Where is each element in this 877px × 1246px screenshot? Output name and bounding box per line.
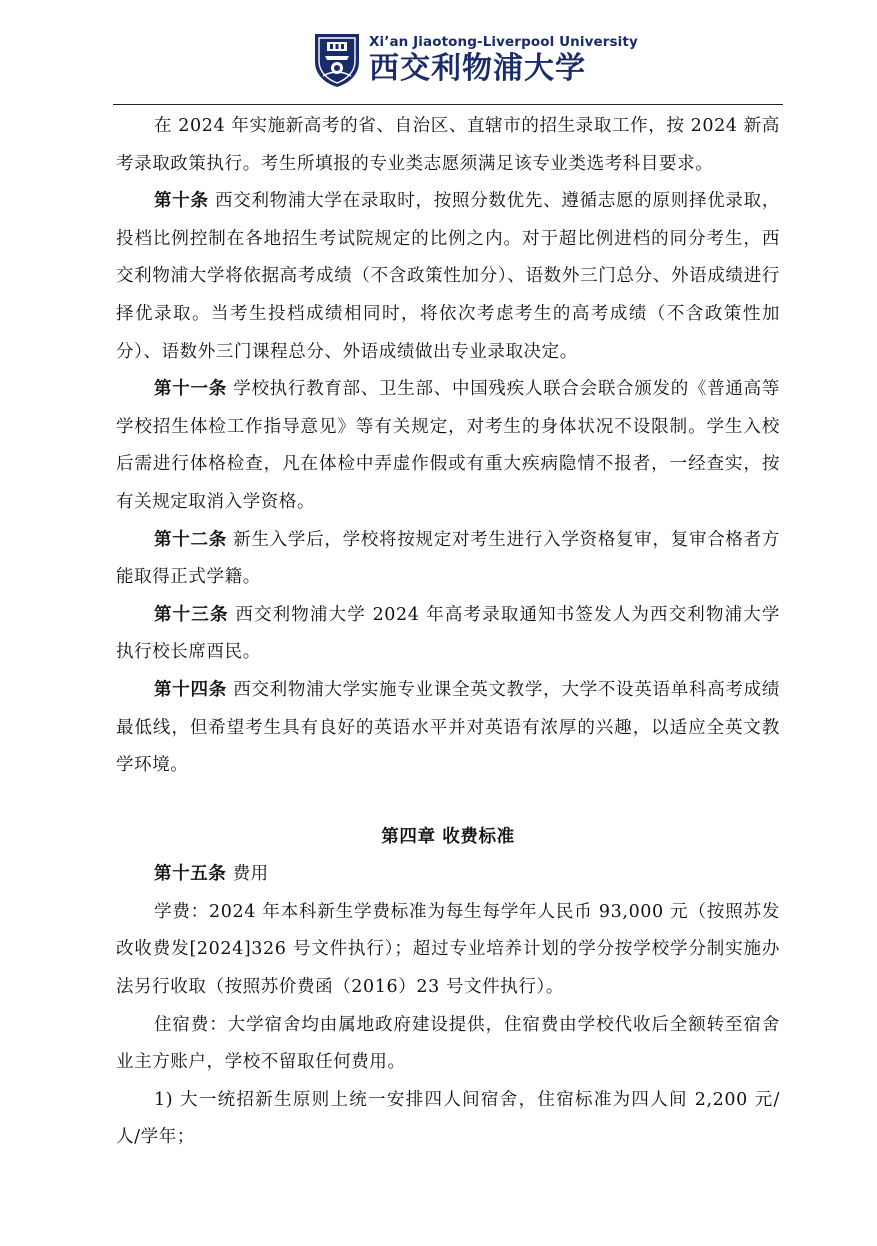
article-heading: 第十条 [154, 191, 209, 212]
paragraph [116, 672, 780, 785]
article-heading: 第十五条 [154, 864, 227, 885]
article-heading: 第十四条 [154, 679, 227, 700]
paragraph-text: 学校执行教育部、卫生部、中国残疾人联合会联合颁发的《普通高等学校招生体检工作指导意见》等有关规定，对考生的身体状况不设限制。学生入校后需进行体格检查，凡在体检中弄虚作假或有重大疾病隐情不报者，一经查实，按有关规定取消入学资格。 [116, 379, 780, 512]
paragraph-text: 1) 大一统招新生原则上统一安排四人间宿舍，住宿标准为四人间 2,200 元/人/学年； [116, 1089, 780, 1148]
university-logo [313, 32, 638, 90]
paragraph-text: 西交利物浦大学 2024 年高考录取通知书签发人为西交利物浦大学执行校长席酉民。 [116, 604, 780, 663]
paragraph-text: 在 2024 年实施新高考的省、自治区、直辖市的招生录取工作，按 2024 新高考录取政策执行。考生所填报的专业类志愿须满足该专业类选考科目要求。 [116, 116, 780, 174]
paragraph [116, 183, 780, 371]
paragraph [116, 108, 780, 183]
document-body [116, 108, 780, 1157]
chapter-title: 第四章 收费标准 [381, 826, 515, 847]
paragraph-text: 西交利物浦大学在录取时，按照分数优先、遵循志愿的原则择优录取，投档比例控制在各地招生考试院规定的比例之内。对于超比例进档的同分考生，西交利物浦大学将依据高考成绩（不含政策性加分）、语数外三门总分、外语成绩进行择优录取。当考生投档成绩相同时，将依次考虑考生的高考成绩（不含政策性加分）、语数外三门课程总分、外语成绩做出专业录取决定。 [116, 191, 780, 362]
university-name-cn: 西交利物浦大学 [369, 51, 586, 86]
paragraph-text: 学费：2024 年本科新生学费标准为每生每学年人民币 93,000 元（按照苏发改收费发[2024]326 号文件执行）；超过专业培养计划的学分按学校学分制实施办法另行收取（按照苏价费函（2016）23 号文件执行）。 [116, 901, 780, 998]
paragraph [116, 371, 780, 521]
article-heading: 第十二条 [154, 529, 227, 550]
university-name-en: Xi’an Jiaotong-Liverpool University [369, 34, 638, 50]
paragraph-text: 西交利物浦大学实施专业课全英文教学，大学不设英语单科高考成绩最低线，但希望考生具有良好的英语水平并对英语有浓厚的兴趣，以适应全英文教学环境。 [116, 679, 780, 776]
paragraph [116, 522, 780, 597]
paragraph [116, 894, 780, 1007]
paragraph-text: 费用 [226, 864, 269, 885]
paragraph [116, 856, 780, 894]
paragraph [116, 1007, 780, 1082]
paragraph [116, 597, 780, 672]
paragraph-text: 住宿费：大学宿舍均由属地政府建设提供，住宿费由学校代收后全额转至宿舍业主方账户，学校不留取任何费用。 [116, 1014, 780, 1073]
page-header [0, 0, 877, 106]
article-heading: 第十三条 [154, 604, 229, 625]
header-divider [113, 104, 783, 105]
section-gap [116, 785, 780, 819]
university-shield-icon [313, 32, 361, 88]
paragraph [116, 1082, 780, 1157]
paragraph-text: 新生入学后，学校将按规定对考生进行入学资格复审，复审合格者方能取得正式学籍。 [116, 529, 780, 588]
article-heading: 第十一条 [154, 379, 227, 400]
